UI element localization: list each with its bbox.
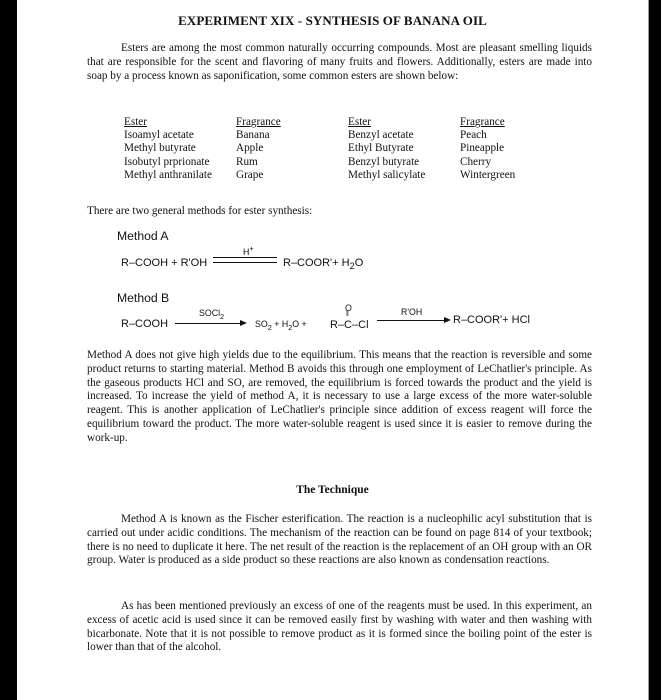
method-a-products: R–COOR'+ $H_2O$: [283, 257, 364, 272]
fragrance-name: Peach: [460, 129, 487, 142]
reaction-arrow-1: [175, 323, 241, 324]
ester-name: Isoamyl acetate: [124, 129, 194, 142]
reaction-arrow-2: [377, 320, 445, 321]
ester-header-right: Ester: [348, 116, 371, 128]
technique-paragraph: Method A is known as the Fischer esterification. The reaction is a nucleophilic acyl substitution that is carried out under acidic conditions. The mechanism of the reaction can be found on page 814 of your textbook; there is no need to duplicate it here. The net result of the reaction is the replacement of an OH group with an OR group. Water is produced as a side product so these reactions are also known as condensation reactions.: [87, 513, 592, 567]
method-a-label: Method A: [117, 229, 169, 243]
fragrance-header-left: Fragrance: [236, 116, 281, 128]
method-b-reagent: SOCl$_2$: [199, 308, 225, 321]
method-b-reactant: R–COOH: [121, 318, 169, 330]
fragrance-name: Apple: [236, 142, 264, 155]
ester-name: Methyl anthranilate: [124, 168, 212, 181]
excess-reagent-paragraph: As has been mentioned previously an excess of one of the reagents must be used. In this experiment, an excess of acetic acid is used since it can be removed easily first by washing with water and then washing with bicarbonate. Note that it is not possible to remove product as it is formed since the boiling point of the ester is lower than that of the alcohol.: [87, 600, 592, 654]
page-title: EXPERIMENT XIX - SYNTHESIS OF BANANA OIL: [178, 13, 487, 28]
document-page: [17, 0, 649, 700]
ester-name: Benzyl acetate: [348, 129, 414, 142]
ester-name: Methyl salicylate: [348, 168, 426, 181]
ester-name: Methyl butyrate: [124, 142, 196, 155]
fragrance-column-left: [236, 116, 281, 182]
arrowhead-1: [240, 320, 247, 326]
arrowhead-2: [444, 317, 451, 323]
fragrance-name: Banana: [236, 129, 270, 142]
fragrance-name: Rum: [236, 155, 258, 168]
equilibrium-arrow-reverse: [213, 262, 277, 263]
carbonyl-double-bond: ‖: [346, 311, 349, 318]
fragrance-name: Grape: [236, 168, 264, 181]
method-a-catalyst: H+: [243, 244, 254, 257]
fragrance-name: Cherry: [460, 155, 492, 168]
ester-header-left: Ester: [124, 116, 147, 128]
ester-name: Ethyl Butyrate: [348, 142, 414, 155]
fragrance-name: Wintergreen: [460, 168, 516, 181]
method-b-reagent-2: R'OH: [401, 307, 423, 317]
ester-name: Isobutyl prprionate: [124, 155, 210, 168]
equilibrium-arrow-forward: [213, 257, 277, 258]
method-a-paragraph: Method A does not give high yields due to the equilibrium. This means that the reaction is reversible and some product returns to starting material. Method B avoids this through one employment of LeChatlier's principle. As the gaseous products HCl and SO, are removed, the equilibrium is forced towards the product and the yield is increased. To increase the yield of method A, it is necessary to use a large excess of the more water-soluble reagent. This is another application of LeChatlier's principle since addition of excess reagent will force the equilibrium toward the product. The more water-soluble reagent is used since it is easier to remove during the work-up.: [87, 349, 592, 444]
method-a-reactants: R–COOH + R'OH: [121, 257, 208, 269]
ester-column-right: [348, 116, 425, 182]
fragrance-column-right: [460, 116, 515, 182]
carbonyl-oxygen: O: [345, 303, 352, 313]
fragrance-header-right: Fragrance: [460, 116, 505, 128]
acyl-chloride: R–C–Cl: [330, 319, 369, 331]
intro-paragraph: Esters are among the most common naturally occurring compounds. Most are pleasant smelling liquids that are responsible for the scent and flavoring of many fruits and flowers. Additionally, esters are made into soap by a process known as saponification, some common esters are shown below:: [87, 42, 592, 82]
method-b-products: R–COOR'+ HCl: [453, 314, 530, 326]
fragrance-name: Pineapple: [460, 142, 505, 155]
method-b-label: Method B: [117, 291, 170, 305]
ester-column-left: [124, 116, 212, 182]
method-b-byproducts: $SO_2 + H_2O$ +: [255, 319, 307, 332]
methods-intro: There are two general methods for ester synthesis:: [87, 205, 313, 217]
technique-heading: The Technique: [296, 484, 369, 496]
ester-name: Benzyl butyrate: [348, 155, 420, 168]
